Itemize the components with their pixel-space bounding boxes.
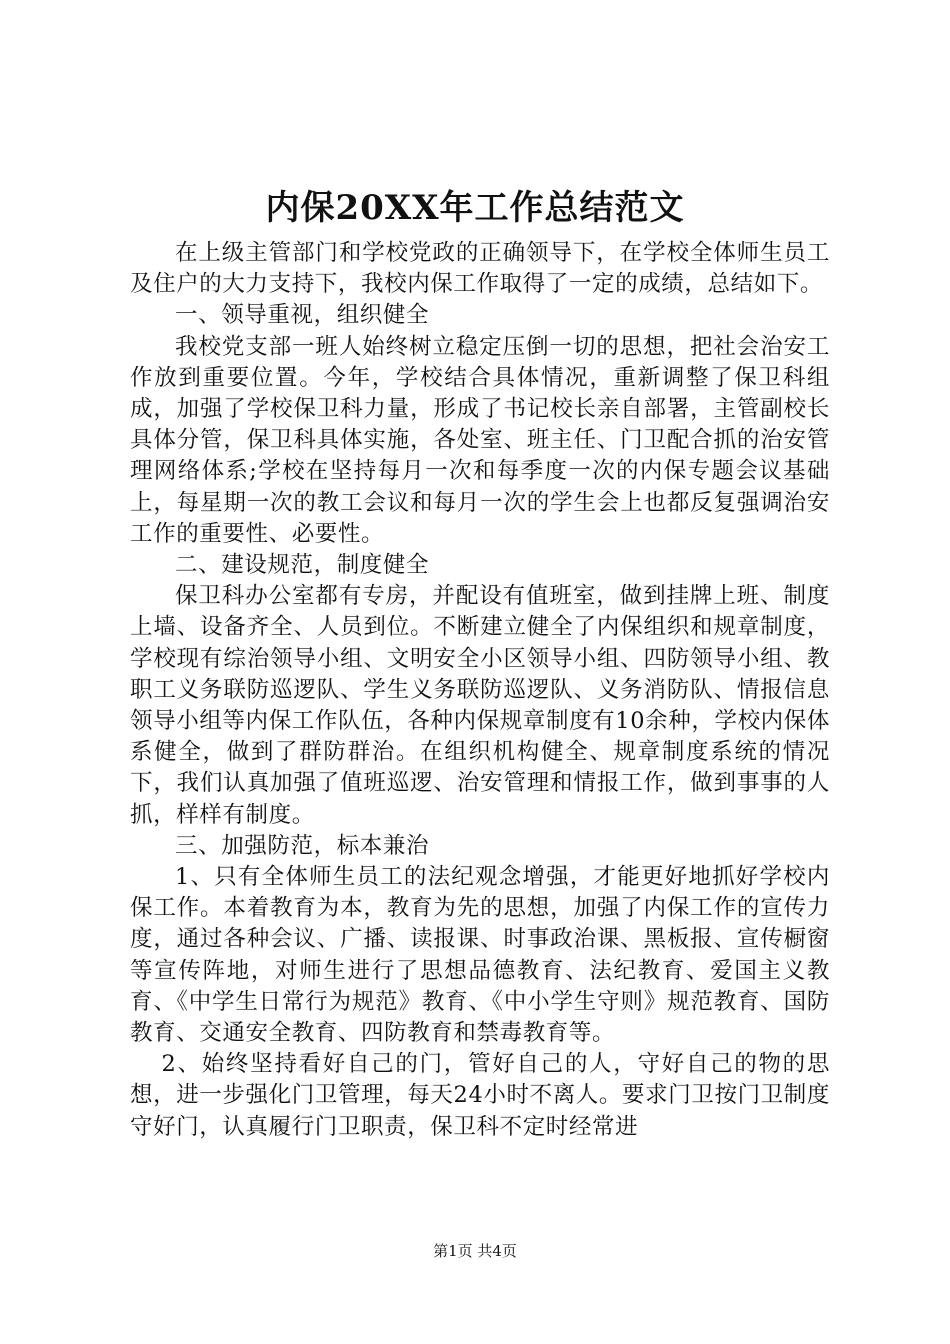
section-heading-1: 一、领导重视，组织健全 xyxy=(175,302,430,329)
section-heading-2: 二、建设规范，制度健全 xyxy=(175,552,430,579)
section-heading-3: 三、加强防范，标本兼治 xyxy=(175,832,430,859)
section-3-item-1: 1、只有全体师生员工的法纪观念增强，才能更好地抓好学校内保工作。本着教育为本，教育为先的思想，加强了内保工作的宣传力度，通过各种会议、广播、读报课、时事政治课、黑板报、宣传橱窗等宣传阵地，对师生进行了思想品德教育、法纪教育、爱国主义教育、《中学生日常行为规范》教育、《中小学生守则》规范教育、国防教育、交通安全教育、四防教育和禁毒教育等。 xyxy=(130,864,830,1047)
section-3-item-2: 2、始终坚持看好自己的门，管好自己的人，守好自己的物的思想，进一步强化门卫管理，每天24小时不离人。要求门卫按门卫制度守好门，认真履行门卫职责，保卫科不定时经常进 xyxy=(130,1051,830,1140)
section-1-paragraph: 我校党支部一班人始终树立稳定压倒一切的思想，把社会治安工作放到重要位置。今年，学校结合具体情况，重新调整了保卫科组成，加强了学校保卫科力量，形成了书记校长亲自部署，主管副校长具体分管，保卫科具体实施，各处室、班主任、门卫配合抓的治安管理网络体系;学校在坚持每月一次和每季度一次的内保专题会议基础上，每星期一次的教工会议和每月一次的学生会上也都反复强调治安工作的重要性、必要性。 xyxy=(130,333,830,547)
section-2-paragraph: 保卫科办公室都有专房，并配设有值班室，做到挂牌上班、制度上墙、设备齐全、人员到位。不断建立健全了内保组织和规章制度，学校现有综治领导小组、文明安全小区领导小组、四防领导小组、教职工义务联防巡逻队、学生义务联防巡逻队、义务消防队、情报信息领导小组等内保工作队伍，各种内保规章制度有10余种，学校内保体系健全，做到了群防群治。在组织机构健全、规章制度系统的情况下，我们认真加强了值班巡逻、治安管理和情报工作，做到事事的人抓，样样有制度。 xyxy=(130,583,830,828)
document-title: 内保20XX年工作总结范文 xyxy=(265,188,685,228)
intro-paragraph: 在上级主管部门和学校党政的正确领导下，在学校全体师生员工及住户的大力支持下，我校内保工作取得了一定的成绩，总结如下。 xyxy=(130,240,830,298)
document-body xyxy=(130,238,830,1143)
page-footer: 第1页 共4页 xyxy=(433,1242,517,1260)
